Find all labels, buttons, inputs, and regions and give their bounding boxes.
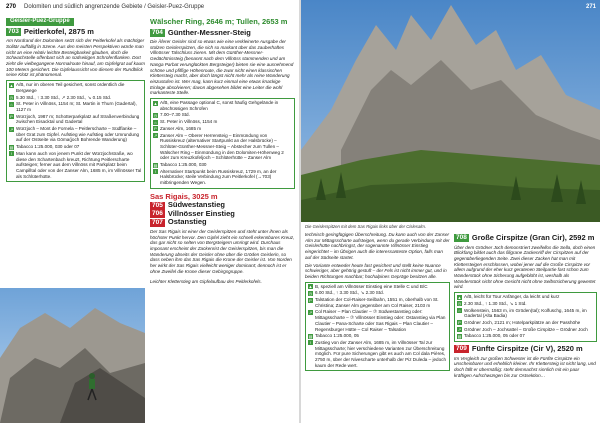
route-708-info: ▲ A/B, leicht für Tour Anfänger, da leicht und kurz ◷ 2.30 Std., ↑ 1.30 Std., ↘ 1 Std. ⌂ Wolkenstein, 1563 m, im Gröden(tal); Kolfuschg, 1645 m, im Gadertal (Alta Badia) P Grödner Joch, 2121 m; Hotelparkplätze an der Passhöhe ↗ Grödner Joch – Jochsattel – Große Cirspitze – Grödner Joch ▤ Tabacco 1:25.000, 05 oder 07 (454, 292, 597, 342)
route-704-info: ▲ A/B, eine Passage optional C, sonst häufig Gehgelände in abschüssigen Schrofen ◷ 7.00–7.30 Std. ⌂ St. Peter in Villnöss, 1154 m P Zanser Alm, 1685 m ↗ Zanser Alm – Oberer Herrensteig – Einmündung von Russiskreuz (alternativer Startpunkt an der Halsbrücke) – Schlüter-Günther-Messner-Steig – Abstecher zum Tullen – Wälscher Ring – Einmündung in den Dolomiten-Höhenweg 2 oder zum Kreuzkofeljoch – Schlüterhütte – Zanser Alm ▤ Tabacco 1:25.000, 030 ! Alternativer Startpunkt beim Russiskreuz, 1729 m, an der Halsbrücke; steile Verbindung zum Peitlerkofel (→703) mitbringenden Wegen. (150, 98, 295, 189)
village-icon: ⌂ (10, 101, 13, 107)
col1-intro2: Die Variante entweder heute fast gesichert und stellt keine Nuance schwieriger, aber gehörig gestuft – der Fels ist nicht immer gut, und in beiden Richtungen machbar; hochalpines Gepräge besitzen alle. (305, 262, 447, 279)
difficulty-icon: ▲ (457, 294, 462, 300)
route-704-title: 704 Günther-Messner-Steig (152, 27, 251, 37)
route-705-intro: Der Sas Rigais ist einer der Geislerspitzen und steht unter ihnen als höchster Punkt hervor. Den Gipfel zieht ein schnell erkennbares Kreuz, das gar nicht so selten von Bergsteigern umringt wird. Durchaus imposant erscheint der Zackenrist der Geislerspitzen, bis man die Wanderung abseits der Geisler ohne über die Gröden Geislerin, so dass neben ihm das Sas Rigais die Krone der Geisler ist. Von Norden her wirkt der Sas Rigais vielleicht weniger dominant; dennoch ist er ohne Zweifel die Krone dieser Gebirgsgruppe. (150, 228, 295, 274)
col1-intro: technisch geringfügigen Überschreitung. Du kann auch von der Zanser Alm zur Mittagsscharte aufsteigen, wenn du gerade Verbindung mit der Geislerhütte nachbringst, der sogenannte Villnösser Einstieg eingerichtet – im Übrigen auch die interessanteste Option, falls man auf der Südseite startet. (305, 232, 450, 260)
route-709-intro: Im Vergleich zur großen Schwester ist die Fünfte Cirspitze ein unscheinbarer und erheblich kleiner. Ihr Klettersteig ist nicht lang, und doch fällt er übermäßig: steht demnachst sinnlich mit ein paar kräftigen Aufschwüngen bis zur Ostsektion… (454, 355, 596, 378)
right-col-2 (454, 232, 597, 423)
route-708-title: 708 Große Cirspitze (Gran Cir), 2592 m (456, 233, 595, 242)
route-708-intro: Über dem Grödner Joch demonstriert zweifellos die Sella, doch einen Blickfang bildet auch das filigrane Zackenriff der Cirspitzen auf der gegenüberliegenden Seite. Zwei dieser Zacken hat man mit Klettersteigen erschlossen, wobei jener auf die Große Cirspitze vor allem aufgrund der eher kurz geratenen Steilpartie fast schon zum Wanderstück ohne Sicherung aufgeblüht ist, weshalb als Wanderstück nicht ohne Gesicht nicht ohne Selbstsicherung gewertet wird. (454, 244, 596, 290)
col1-info: ▲ B, speziell am Villnösser Einstieg eine Stelle C und B/C ◷ 6.00 Std., ↑ 3.30 Std., ↘ 2.30 Std. P Talstation der Col-Raiser-Seilbahn, 1551 m, oberhalb von St. Christina; Zanser Alm gegenüber am Col Raiser, 2103 m ↗ Col Raiser – Plan Clautier – ⑦ Südwestanstieg oder: Mittagsscharte – ⑦ Villnösser Einstieg oder: Ostanstieg via Plan Clautier – Pana-Scharte oder Sas Rigais – Plan Clautier – Regensburger Hütte – Col Raiser – Talsation ▤ Tabacco 1:25.000, 05 ! Zustieg von der Zanser Alm, 1685 m, im Villnösser Tal zur Mittagsscharte; hier verschiedene Varianten zur Überschreitung möglich. Für pure Sicherungen gibt es auch am Col dala Pières, 2750 m, über der Nivescharte unterhalb der Piz Duleda – jedoch kaum der Rede wert. (305, 282, 450, 372)
route-703-info: ▲ A/B, nur im oberen Teil gesichert, sonst ordentlich die Bergwege ◷ 5.30 Std., ↑ 3.30 Std., ↗ 2.30 Std., ↘ 0.15 Std. ⌂ St. Peter in Villnöss, 1154 m; St. Martin in Thurn (Gadertal), 1127 m P Würzjoch, 1987 m; Schotterparkplatz auf Straßenverbindung zwischen Eisacktal und Gadertal ↗ Würzjoch – Mont de Fornela – Peitlerscharte – Südflanke – über Grat zum Gipfel. Aufstieg wie Aufstieg oder Umrundung auf der Ostseite via Göma(joch Bohrende Wanderung) ▤ Tabacco 1:25.000, 030 oder 07 ! Man kann auch von jenem Punkt der Würzjochstraße, wo diese den Schartenbach kreuzt, Richtung Peitlerscharte aufsteigen; ferner aus dem Villnöss mit Parkplatz beim Campilltal oder von der Zanser Alm, 1685 m, im Villnösser Tal als Schlüterhütte. (6, 80, 145, 182)
route-icon: ↗ (457, 327, 462, 333)
climber-photo (0, 288, 145, 423)
parking-icon: P (154, 126, 157, 132)
right-col-1 (305, 232, 450, 423)
map-icon: ▤ (9, 144, 14, 150)
parking-icon: P (10, 114, 13, 120)
left-running-head: 270 Dolomiten und südlich angrenzende Gebiete / Geisler-Puez-Gruppe (6, 4, 205, 10)
difficulty-icon: ▲ (9, 82, 14, 88)
route-703-title: 703 Peitlerkofel, 2875 m (8, 26, 94, 36)
tip-icon: ! (309, 340, 312, 346)
village-icon: ⌂ (458, 308, 461, 314)
map-icon: ▤ (308, 333, 313, 339)
group-band: Geisler-Puez-Gruppe (6, 18, 74, 26)
time-icon: ◷ (308, 290, 313, 296)
time-icon: ◷ (457, 301, 462, 307)
left-col-1 (6, 18, 145, 283)
mountain-photo (301, 0, 600, 222)
time-icon: ◷ (9, 95, 14, 101)
left-page (0, 0, 299, 423)
map-icon: ▤ (457, 333, 462, 339)
parking-icon: P (309, 297, 312, 303)
route-icon: ↗ (308, 309, 313, 315)
area-705-title: Sas Rigais, 3025 m (150, 191, 218, 201)
difficulty-icon: ▲ (153, 100, 158, 106)
map-icon: ▤ (153, 162, 158, 168)
route-icon: ↗ (9, 126, 14, 132)
difficulty-icon: ▲ (308, 284, 313, 290)
route-703-intro: Am Nordrand der Dolomiten setzt sich der Peitlerkofel als mächtiger Solitär auffällig in Szene. Aus den meisten Perspektiven würde man nicht an eine relativ leichte Besteigbarkeit glauben, doch die Schwachstelle offenbart sich an südseitigen Schrofenflanken. Dort zieht die vielbegangene Normalroute hinauf, am Gipfelgrat auf kaum 100 Metern gesichert. Die Gipfelaussicht von diesem der Rundblick seine Klotz ist phänomenal. (6, 38, 145, 78)
route-709-title: 709 Fünfte Cirspitze (Cir V), 2520 m (456, 344, 583, 354)
ferrata-704-area: Wälscher Ring, 2646 m; Tullen, 2653 m (150, 18, 288, 26)
route-707-title: 707 Ostanstieg (152, 217, 207, 227)
village-icon: ⌂ (154, 119, 157, 125)
right-page (301, 0, 600, 423)
left-photo-caption: Leichter Kletterstieg am Gipfelaufbau des Peitlerkofels. (150, 278, 262, 284)
parking-icon: P (458, 320, 461, 326)
left-col-2 (150, 18, 295, 423)
tip-icon: ! (10, 151, 13, 157)
route-706-title: 706 Villnösser Einstieg (152, 208, 235, 218)
route-icon: ↗ (153, 133, 158, 139)
time-icon: ◷ (153, 112, 158, 118)
mountain-photo-caption: Die Geislerspitzen mit dem Sas Rigais links über der Cislesalm. (305, 224, 427, 229)
right-page-number: 271 (585, 4, 596, 10)
left-page-number: 270 (6, 4, 17, 10)
route-705-title: 705 Südwestanstieg (152, 200, 225, 210)
route-704-intro: Die Äferer Geisler sind so etwas wie eine verkleinerte Ausgabe der stolzen Geislerspitzen, die sich so markant über das zauberhaftes Villnösser Talschluss zieren. Mit dem Günther-Messner-Gedächtnissteig (benannt nach dem Villnöss stammenden und am Nanga Parbat verunglückten Bergsteiger) bieten sie eine ausnehmend schöne und pfiffige Höhenroute, die zwar nicht einen klassischen Klettersteig macht, aber doch längst nicht mehr als reine Wanderung einzustufen ist. Wer mag, kann kurz einmal eine etwas knackige Einlage absolvieren; davon abgesehen bildet eine Leiter die wohl markanteste Stelle. (150, 39, 294, 96)
tip-icon: ! (154, 169, 157, 175)
